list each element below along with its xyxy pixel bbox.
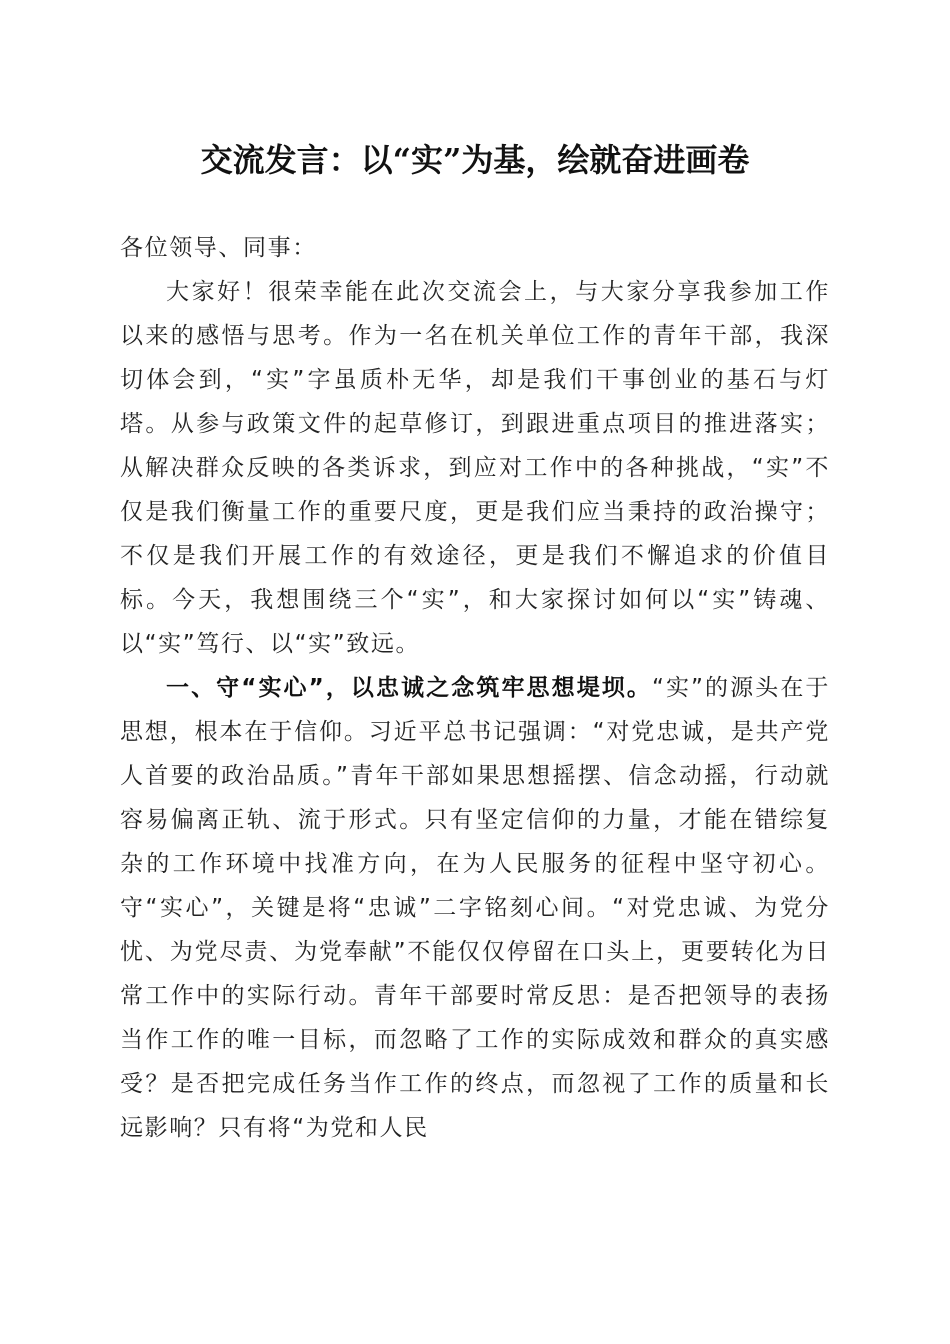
paragraph-intro: 大家好！很荣幸能在此次交流会上，与大家分享我参加工作以来的感悟与思考。作为一名在机关单位工作的青年干部，我深切体会到，“实”字虽质朴无华，却是我们干事创业的基石与灯塔。从参与政策文件的起草修订，到跟进重点项目的推进落实；从解决群众反映的各类诉求，到应对工作中的各种挑战，“实”不仅是我们衡量工作的重要尺度，更是我们应当秉持的政治操守；不仅是我们开展工作的有效途径，更是我们不懈追求的价值目标。今天，我想围绕三个“实”，和大家探讨如何以“实”铸魂、以“实”笃行、以“实”致远。	[120, 279, 830, 657]
section-heading-1: 一、守“实心”，以忠诚之念筑牢思想堤坝。	[166, 675, 652, 701]
document-body	[120, 226, 830, 1150]
section-1-text: “实”的源头在于思想，根本在于信仰。习近平总书记强调：“对党忠诚，是共产党人首要的政治品质。”青年干部如果思想摇摆、信念动摇，行动就容易偏离正轨、流于形式。只有坚定信仰的力量，才能在错综复杂的工作环境中找准方向，在为人民服务的征程中坚守初心。守“实心”，关键是将“忠诚”二字铭刻心间。“对党忠诚、为党分忧、为党尽责、为党奉献”不能仅仅停留在口头上，更要转化为日常工作中的实际行动。青年干部要时常反思：是否把领导的表扬当作工作的唯一目标，而忽略了工作的实际成效和群众的真实感受？是否把完成任务当作工作的终点，而忽视了工作的质量和长远影响？只有将“为党和人民	[120, 675, 831, 1141]
salutation: 各位领导、同事：	[120, 235, 317, 261]
document-title: 交流发言：以“实”为基，绘就奋进画卷	[200, 141, 750, 179]
paragraph-section-1	[120, 666, 830, 1150]
